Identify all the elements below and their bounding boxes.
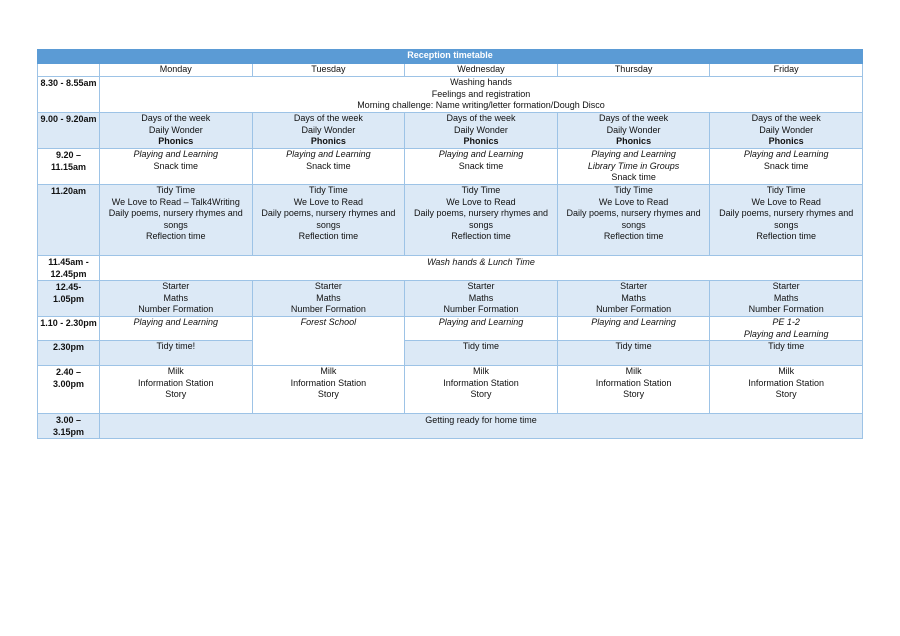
activity-text: Snack time bbox=[153, 160, 199, 171]
activity-text: Milk bbox=[778, 366, 795, 376]
activity-cell bbox=[557, 149, 710, 185]
day-header-wednesday: Wednesday bbox=[405, 64, 558, 77]
activity-text: We Love to Read bbox=[751, 196, 821, 207]
activity-cell bbox=[557, 281, 710, 317]
activity-text: Number Formation bbox=[596, 304, 672, 314]
activity-text: Milk bbox=[472, 366, 489, 376]
activity-text: Milk bbox=[320, 366, 337, 376]
activity-text: Feelings and registration bbox=[431, 88, 531, 99]
activity-text: We Love to Read bbox=[293, 196, 364, 207]
day-header-thursday: Thursday bbox=[557, 64, 710, 77]
activity-text: Washing hands bbox=[450, 77, 512, 87]
activity-text: Story bbox=[317, 389, 339, 399]
activity-text: Days of the week bbox=[141, 113, 211, 123]
activity-text: Phonics bbox=[616, 136, 652, 146]
activity-text: Phonics bbox=[158, 136, 194, 146]
activity-text: Tidy Time bbox=[461, 185, 501, 195]
activity-text: Snack time bbox=[611, 172, 656, 182]
timetable-title: Reception timetable bbox=[38, 50, 863, 64]
activity-cell bbox=[252, 149, 405, 185]
activity-text: Reflection time bbox=[451, 231, 511, 241]
activity-text: Days of the week bbox=[446, 113, 516, 123]
activity-cell bbox=[405, 113, 558, 149]
activity-cell: Playing and Learning bbox=[100, 317, 253, 341]
activity-text: Information Station bbox=[138, 377, 214, 388]
day-header-row bbox=[38, 64, 863, 77]
timetable-row bbox=[38, 281, 863, 317]
activity-text: Starter bbox=[314, 281, 342, 291]
activity-text: Maths bbox=[316, 292, 341, 303]
activity-text: Snack time bbox=[306, 160, 351, 171]
activity-cell: Tidy time bbox=[710, 341, 863, 366]
activity-text: Tidy Time bbox=[766, 185, 806, 195]
activity-text: Daily Wonder bbox=[148, 124, 203, 135]
activity-text: Snack time bbox=[763, 160, 809, 171]
timetable-row bbox=[38, 149, 863, 185]
activity-text: Information Station bbox=[595, 377, 672, 388]
activity-cell bbox=[252, 366, 405, 414]
activity-text: We Love to Read bbox=[598, 196, 669, 207]
activity-text: Daily poems, nursery rhymes and songs bbox=[566, 208, 701, 230]
activity-cell bbox=[100, 366, 253, 414]
timetable-row bbox=[38, 113, 863, 149]
whole-week-cell bbox=[100, 77, 863, 113]
day-header-friday: Friday bbox=[710, 64, 863, 77]
reception-timetable bbox=[37, 49, 863, 439]
activity-text: Maths bbox=[773, 292, 799, 303]
time-cell: 9.20 – 11.15am bbox=[38, 149, 100, 185]
activity-cell bbox=[405, 366, 558, 414]
activity-text: Tidy Time bbox=[309, 185, 348, 195]
timetable-row bbox=[38, 256, 863, 281]
time-cell: 2.30pm bbox=[38, 341, 100, 366]
activity-text: Starter bbox=[162, 281, 190, 291]
activity-text: Playing and Learning bbox=[743, 149, 829, 159]
activity-text: Snack time bbox=[458, 160, 504, 171]
activity-text: Starter bbox=[467, 281, 495, 291]
activity-text: Number Formation bbox=[290, 304, 366, 314]
activity-text: Playing and Learning bbox=[133, 149, 219, 159]
activity-cell bbox=[405, 281, 558, 317]
activity-text: Milk bbox=[625, 366, 642, 376]
activity-text: Reflection time bbox=[146, 231, 206, 241]
activity-cell bbox=[557, 366, 710, 414]
day-header-monday: Monday bbox=[100, 64, 253, 77]
activity-text: Daily Wonder bbox=[454, 124, 508, 135]
activity-cell: Forest School bbox=[252, 317, 405, 366]
corner-cell bbox=[38, 64, 100, 77]
activity-text: Maths bbox=[621, 292, 646, 303]
activity-text: Daily Wonder bbox=[301, 124, 356, 135]
activity-cell: Tidy time! bbox=[100, 341, 253, 366]
activity-text: Story bbox=[470, 389, 492, 399]
activity-text: Days of the week bbox=[751, 113, 821, 123]
activity-cell bbox=[100, 281, 253, 317]
whole-week-cell: Getting ready for home time bbox=[100, 414, 863, 439]
activity-text: We Love to Read bbox=[446, 196, 516, 207]
activity-cell: Tidy time bbox=[405, 341, 558, 366]
time-cell: 2.40 – 3.00pm bbox=[38, 366, 100, 414]
time-cell: 9.00 - 9.20am bbox=[38, 113, 100, 149]
activity-text: Reflection time bbox=[756, 231, 816, 241]
activity-cell: Playing and Learning bbox=[557, 317, 710, 341]
activity-text: Number Formation bbox=[748, 304, 824, 314]
time-cell: 1.10 - 2.30pm bbox=[38, 317, 100, 341]
activity-cell bbox=[252, 113, 405, 149]
activity-text: Story bbox=[623, 389, 645, 399]
activity-cell bbox=[710, 281, 863, 317]
activity-text: PE 1-2 bbox=[772, 317, 800, 327]
activity-cell bbox=[405, 149, 558, 185]
activity-text: Starter bbox=[772, 281, 800, 291]
activity-text: Playing and Learning bbox=[286, 149, 371, 159]
time-cell: 11.20am bbox=[38, 185, 100, 256]
activity-text: Playing and Learning bbox=[743, 328, 829, 339]
activity-text: Playing and Learning bbox=[591, 149, 676, 159]
activity-text: Reflection time bbox=[298, 231, 359, 241]
activity-cell bbox=[100, 185, 253, 256]
activity-text: Number Formation bbox=[443, 304, 519, 314]
activity-text: Playing and Learning bbox=[438, 149, 524, 159]
day-header-tuesday: Tuesday bbox=[252, 64, 405, 77]
activity-text: Days of the week bbox=[599, 113, 669, 123]
activity-text: Daily Wonder bbox=[759, 124, 814, 135]
activity-text: Number Formation bbox=[138, 304, 214, 314]
activity-cell bbox=[100, 149, 253, 185]
activity-text: Information Station bbox=[748, 377, 824, 388]
activity-text: Phonics bbox=[310, 136, 346, 146]
activity-text: Tidy Time bbox=[156, 185, 196, 195]
activity-text: Information Station bbox=[290, 377, 367, 388]
activity-text: Milk bbox=[167, 366, 184, 376]
whole-week-cell: Wash hands & Lunch Time bbox=[100, 256, 863, 281]
activity-text: Maths bbox=[163, 292, 189, 303]
activity-cell: Playing and Learning bbox=[405, 317, 558, 341]
activity-text: Phonics bbox=[768, 136, 804, 146]
activity-text: Story bbox=[775, 389, 797, 399]
timetable-row bbox=[38, 366, 863, 414]
time-cell: 11.45am - 12.45pm bbox=[38, 256, 100, 281]
activity-text: Maths bbox=[468, 292, 494, 303]
activity-text: Reflection time bbox=[603, 231, 664, 241]
activity-text: We Love to Read – Talk4Writing bbox=[111, 196, 240, 207]
activity-cell bbox=[557, 185, 710, 256]
activity-cell bbox=[710, 366, 863, 414]
activity-cell bbox=[557, 113, 710, 149]
activity-text: Library Time in Groups bbox=[587, 160, 680, 171]
activity-cell bbox=[710, 149, 863, 185]
activity-text: Daily poems, nursery rhymes and songs bbox=[261, 208, 396, 230]
timetable-row bbox=[38, 77, 863, 113]
activity-cell: Tidy time bbox=[557, 341, 710, 366]
timetable-row bbox=[38, 317, 863, 341]
timetable-row bbox=[38, 414, 863, 439]
activity-text: Tidy Time bbox=[614, 185, 653, 195]
time-cell: 3.00 – 3.15pm bbox=[38, 414, 100, 439]
activity-cell bbox=[252, 281, 405, 317]
activity-cell bbox=[100, 113, 253, 149]
activity-text: Daily poems, nursery rhymes and songs bbox=[413, 208, 549, 230]
activity-text: Phonics bbox=[463, 136, 499, 146]
activity-cell bbox=[710, 113, 863, 149]
activity-text: Daily Wonder bbox=[606, 124, 661, 135]
activity-text: Days of the week bbox=[293, 113, 363, 123]
activity-text: Daily poems, nursery rhymes and songs bbox=[719, 208, 854, 230]
time-cell: 8.30 - 8.55am bbox=[38, 77, 100, 113]
timetable-row bbox=[38, 185, 863, 256]
activity-text: Story bbox=[165, 389, 187, 399]
activity-text: Daily poems, nursery rhymes and songs bbox=[108, 208, 243, 230]
activity-text: Starter bbox=[620, 281, 648, 291]
activity-cell bbox=[710, 317, 863, 341]
activity-cell bbox=[710, 185, 863, 256]
activity-cell bbox=[252, 185, 405, 256]
activity-text: Information Station bbox=[443, 377, 519, 388]
activity-cell bbox=[405, 185, 558, 256]
activity-text: Morning challenge: Name writing/letter formation/Dough Disco bbox=[357, 100, 605, 110]
time-cell: 12.45- 1.05pm bbox=[38, 281, 100, 317]
timetable-row bbox=[38, 341, 863, 366]
